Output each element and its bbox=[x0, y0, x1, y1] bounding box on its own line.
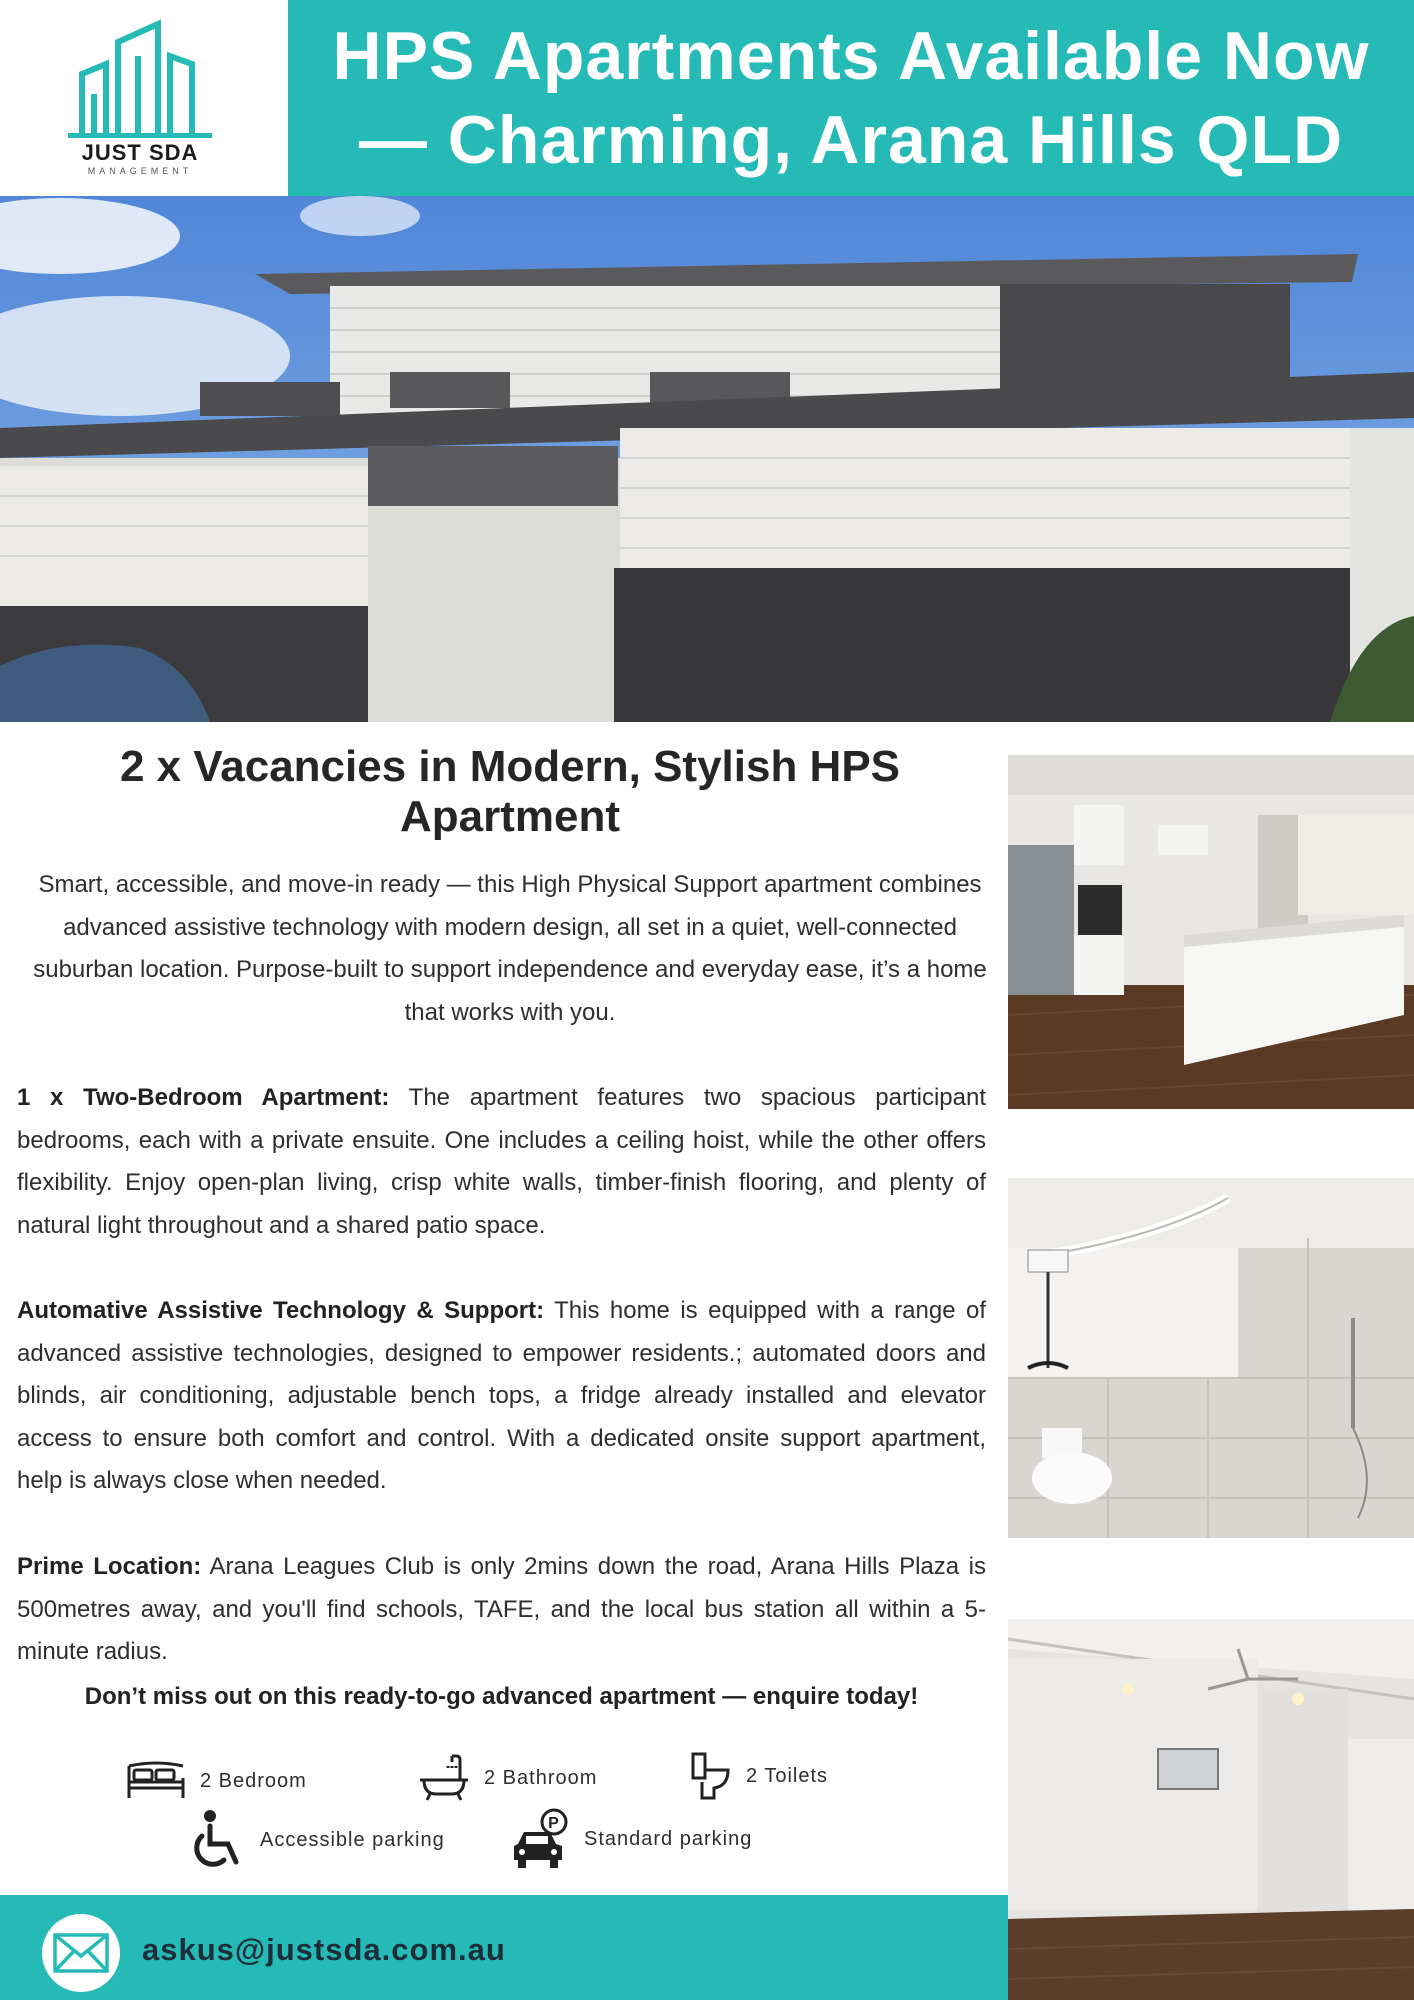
kitchen-photo bbox=[1008, 755, 1414, 1109]
section-label: Automative Assistive Technology & Support: bbox=[17, 1297, 545, 1324]
call-to-action: Don’t miss out on this ready-to-go advanced apartment — enquire today! bbox=[84, 1683, 919, 1710]
logo-buildings-icon bbox=[60, 16, 220, 138]
section-text: This home is equipped with a range of advanced assistive technologies, designed to empower residents.; automated doors and blinds, air conditioning, adjustable bench tops, a fridge already installed and elevator access to ensure both comfort and control. With a dedicated onsite support apartment, help is always close when needed. bbox=[17, 1297, 987, 1494]
page-title-line-1: HPS Apartments Available Now bbox=[332, 18, 1370, 94]
car-parking-icon bbox=[510, 1808, 570, 1870]
contact-email-link[interactable]: askus@justsda.com.au bbox=[142, 1932, 506, 1967]
brand-name: JUST SDA bbox=[81, 140, 199, 165]
main-heading: 2 x Vacancies in Modern, Stylish HPS Apartment bbox=[119, 742, 901, 841]
bathtub-icon bbox=[418, 1754, 470, 1802]
page-title-line-2: — Charming, Arana Hills QLD bbox=[358, 102, 1344, 178]
hero-building-photo bbox=[0, 196, 1414, 722]
section-text: Arana Leagues Club is only 2mins down the road, Arana Hills Plaza is 500metres away, and you'll find schools, TAFE, and the local bus station all within a 5-minute radius. bbox=[17, 1553, 986, 1665]
bedroom-photo bbox=[1008, 1619, 1414, 2000]
brand-tagline: MANAGEMENT bbox=[87, 166, 193, 176]
intro-paragraph: Smart, accessible, and move-in ready — this High Physical Support apartment combines advanced assistive technology with modern design, all set in a quiet, well-connected suburban location. Purpose-built to support independence and everyday ease, it’s a home that works with you. bbox=[33, 871, 987, 1026]
feature-label: 2 Bathroom bbox=[484, 1766, 598, 1789]
feature-label: 2 Bedroom bbox=[200, 1769, 307, 1792]
section-label: Prime Location: bbox=[17, 1553, 202, 1580]
bathroom-photo bbox=[1008, 1178, 1414, 1538]
section-label: 1 x Two-Bedroom Apartment: bbox=[17, 1084, 390, 1111]
feature-bedroom bbox=[126, 1760, 307, 1802]
section-text: The apartment features two spacious participant bedrooms, each with a private ensuite. One includes a ceiling hoist, while the other offers flexibility. Enjoy open-plan living, crisp white walls, timber-finish flooring, and plenty of natural light throughout and a shared patio space. bbox=[17, 1084, 986, 1239]
mail-icon bbox=[52, 1932, 110, 1974]
feature-label: Standard parking bbox=[584, 1827, 753, 1850]
toilet-icon bbox=[690, 1752, 732, 1800]
feature-accessible-parking bbox=[192, 1810, 445, 1870]
feature-bathroom bbox=[418, 1754, 597, 1802]
section-prime-location bbox=[17, 1546, 986, 1674]
section-two-bedroom bbox=[17, 1077, 986, 1247]
wheelchair-icon bbox=[192, 1810, 246, 1870]
feature-toilets bbox=[690, 1752, 828, 1800]
section-assistive-technology bbox=[17, 1290, 986, 1503]
bed-icon bbox=[126, 1760, 186, 1802]
title-banner bbox=[288, 0, 1414, 196]
svg-text:P: P bbox=[548, 1815, 560, 1832]
feature-label: Accessible parking bbox=[260, 1828, 445, 1851]
feature-standard-parking bbox=[510, 1808, 752, 1870]
feature-label: 2 Toilets bbox=[746, 1764, 829, 1787]
